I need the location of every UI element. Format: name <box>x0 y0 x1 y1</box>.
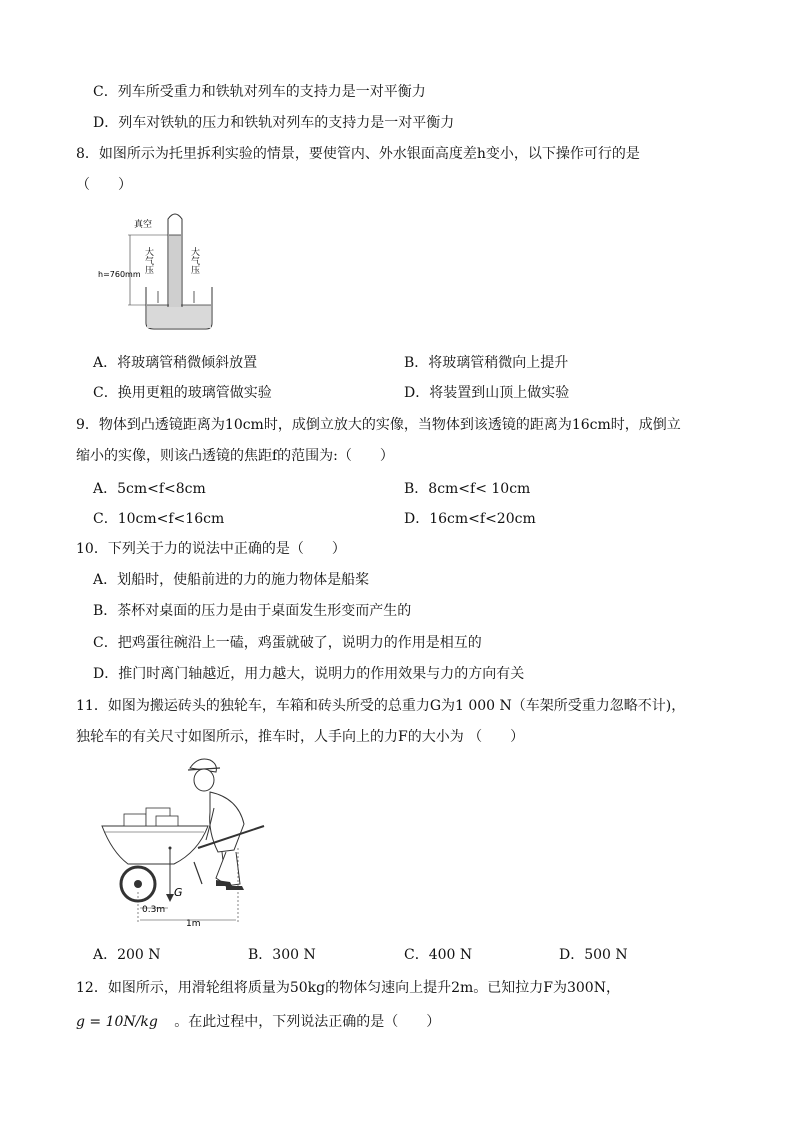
q12-stem: 12．如图所示，用滑轮组将质量为50kg的物体匀速向上提升2m。已知拉力F为300N， <box>76 980 620 996</box>
label-height: h=760mm <box>98 270 141 279</box>
q12-stem-rest: 。在此过程中，下列说法正确的是（ ） <box>174 1014 441 1030</box>
q12-stem-line2 <box>76 1013 440 1031</box>
label-0.3m: 0.3m <box>142 905 166 915</box>
q9-option-d: D．16cm<f<20cm <box>404 511 536 527</box>
q11-stem-line2: 独轮车的有关尺寸如图所示，推车时，人手向上的力F的大小为 （ ） <box>76 729 525 745</box>
q9-option-c: C．10cm<f<16cm <box>93 511 225 527</box>
q8-option-b: B．将玻璃管稍微向上提升 <box>404 355 569 371</box>
q11-option-d: D．500 N <box>559 947 628 963</box>
q8-stem-bracket: （ ） <box>76 177 132 193</box>
q10-option-c: C．把鸡蛋往碗沿上一磕，鸡蛋就破了，说明力的作用是相互的 <box>93 635 482 651</box>
q11-stem: 11．如图为搬运砖头的独轮车，车箱和砖头所受的总重力G为1 000 N（车架所受重力忽略不计)， <box>76 698 686 714</box>
torricelli-figure <box>98 205 228 335</box>
label-G: G <box>174 886 183 899</box>
q9-stem: 9．物体到凸透镜距离为10cm时，成倒立放大的实像，当物体到该透镜的距离为16cm时，成倒立 <box>76 417 681 433</box>
q8-stem: 8．如图所示为托里拆利实验的情景，要使管内、外水银面高度差h变小，以下操作可行的是 <box>76 146 640 162</box>
q9-option-a: A．5cm<f<8cm <box>93 481 206 497</box>
q11-option-b: B．300 N <box>248 947 316 963</box>
q8-option-a: A．将玻璃管稍微倾斜放置 <box>93 355 258 371</box>
q9-option-b: B．8cm<f< 10cm <box>404 481 531 497</box>
q10-option-d: D．推门时离门轴越近，用力越大，说明力的作用效果与力的方向有关 <box>93 666 525 682</box>
q9-stem-line2: 缩小的实像，则该凸透镜的焦距f的范围为:（ ） <box>76 448 394 464</box>
q11-option-a: A．200 N <box>93 947 161 963</box>
label-atm-left: 大气压 <box>143 247 153 274</box>
q7-option-c: C．列车所受重力和铁轨对列车的支持力是一对平衡力 <box>93 84 426 100</box>
label-1m: 1m <box>186 919 201 929</box>
q10-option-a: A．划船时，使船前进的力的施力物体是船桨 <box>93 572 370 588</box>
q12-formula: g = 10N/kg <box>76 1014 158 1030</box>
wheelbarrow-figure <box>98 752 278 932</box>
q10-stem: 10．下列关于力的说法中正确的是（ ） <box>76 541 346 557</box>
q8-option-c: C．换用更粗的玻璃管做实验 <box>93 385 272 401</box>
q11-option-c: C．400 N <box>404 947 473 963</box>
q8-option-d: D．将装置到山顶上做实验 <box>404 385 570 401</box>
q10-option-b: B．茶杯对桌面的压力是由于桌面发生形变而产生的 <box>93 603 412 619</box>
label-atm-right: 大气压 <box>189 247 199 274</box>
q7-option-d: D．列车对铁轨的压力和铁轨对列车的支持力是一对平衡力 <box>93 115 455 131</box>
label-vacuum: 真空 <box>134 220 153 230</box>
